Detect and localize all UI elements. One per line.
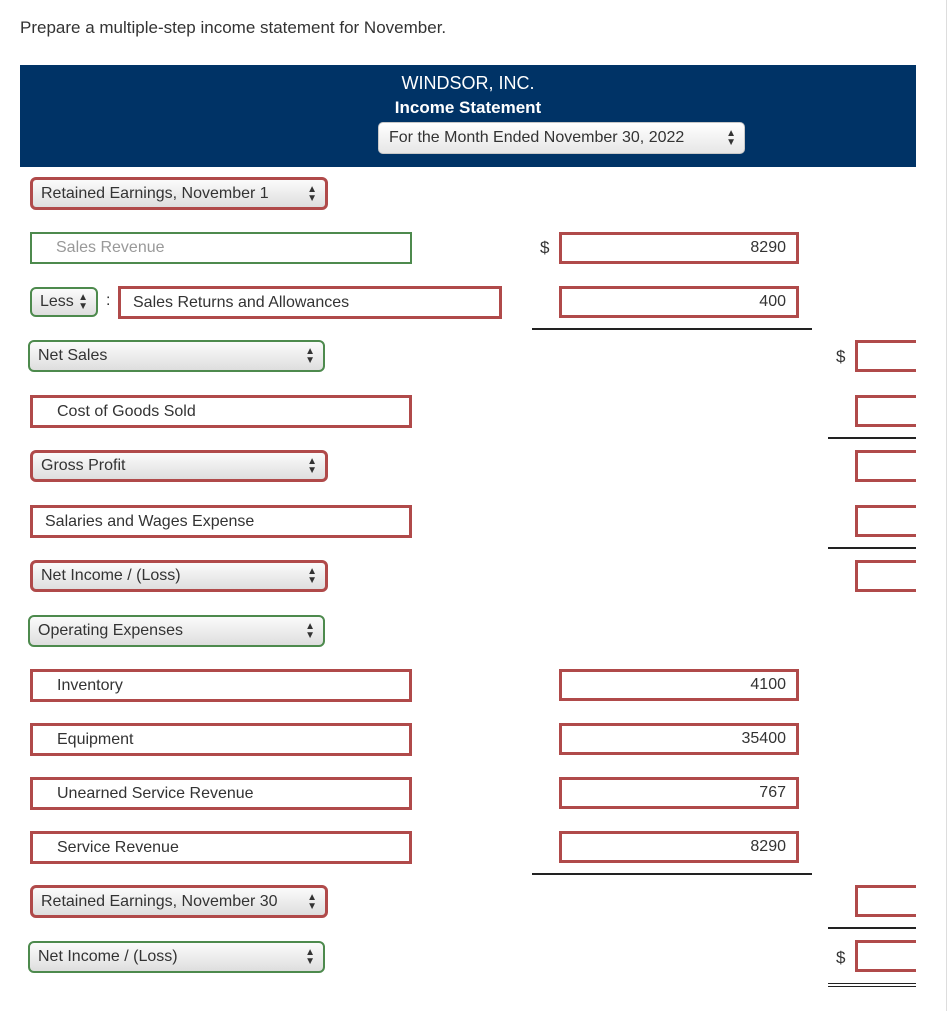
net-income-final-amount[interactable] — [855, 940, 916, 972]
inventory-amount[interactable]: 4100 — [559, 669, 799, 701]
dollar-sign: $ — [836, 347, 846, 366]
double-rule-bottom — [828, 986, 916, 987]
select-value: Net Sales — [38, 347, 108, 364]
instruction-text: Prepare a multiple-step income statement for November. — [20, 18, 447, 37]
salaries-input[interactable]: Salaries and Wages Expense — [30, 505, 412, 538]
subtotal-rule — [532, 873, 812, 875]
statement-title: Income Statement — [394, 98, 542, 117]
subtotal-rule — [532, 328, 812, 330]
select-value: Retained Earnings, November 1 — [41, 184, 269, 202]
net-sales-amount[interactable] — [855, 340, 916, 372]
select-arrows-icon: ▲ ▼ — [307, 891, 317, 912]
select-arrows-icon: ▲ ▼ — [307, 566, 317, 586]
select-value: Gross Profit — [41, 457, 126, 474]
sales-revenue-amount[interactable]: 8290 — [559, 232, 799, 264]
scrollbar-edge — [946, 0, 947, 1011]
retained-earnings-nov30-select[interactable] — [30, 885, 328, 918]
colon-separator: : — [106, 292, 111, 309]
salaries-amount[interactable] — [855, 505, 916, 537]
company-name: WINDSOR, INC. — [401, 73, 535, 93]
less-select[interactable] — [30, 287, 98, 317]
equipment-input[interactable]: Equipment — [30, 723, 412, 756]
operating-expenses-select[interactable] — [28, 615, 325, 647]
gross-profit-select[interactable] — [30, 450, 328, 482]
select-value: Operating Expenses — [38, 622, 183, 639]
net-income-select[interactable] — [30, 560, 328, 592]
select-arrows-icon: ▲ ▼ — [307, 183, 317, 204]
sales-revenue-input[interactable]: Sales Revenue — [30, 232, 412, 264]
select-arrows-icon: ▲ ▼ — [726, 128, 736, 148]
select-arrows-icon: ▲ ▼ — [305, 621, 315, 641]
retained-earnings-nov1-select[interactable] — [30, 177, 328, 210]
sales-returns-input[interactable]: Sales Returns and Allowances — [118, 286, 502, 319]
sales-returns-amount[interactable]: 400 — [559, 286, 799, 318]
select-value: Net Income / (Loss) — [41, 567, 181, 584]
inventory-input[interactable]: Inventory — [30, 669, 412, 702]
select-value: Less — [40, 293, 74, 310]
cogs-input[interactable]: Cost of Goods Sold — [30, 395, 412, 428]
subtotal-rule — [828, 547, 916, 549]
subtotal-rule — [828, 927, 916, 929]
dollar-sign: $ — [540, 238, 550, 257]
select-arrows-icon: ▲ ▼ — [305, 346, 315, 366]
net-income-amount[interactable] — [855, 560, 916, 592]
service-revenue-input[interactable]: Service Revenue — [30, 831, 412, 864]
subtotal-rule — [828, 437, 916, 439]
double-rule-top — [828, 983, 916, 984]
net-income-final-select[interactable] — [28, 941, 325, 973]
gross-profit-amount[interactable] — [855, 450, 916, 482]
select-arrows-icon: ▲ ▼ — [305, 947, 315, 967]
service-revenue-amount[interactable]: 8290 — [559, 831, 799, 863]
dollar-sign: $ — [836, 948, 846, 967]
unearned-revenue-input[interactable]: Unearned Service Revenue — [30, 777, 412, 810]
period-select-value: For the Month Ended November 30, 2022 — [389, 129, 685, 146]
select-arrows-icon: ▲ ▼ — [307, 456, 317, 476]
period-select[interactable] — [378, 122, 745, 154]
retained-nov30-amount[interactable] — [855, 885, 916, 917]
net-sales-select[interactable] — [28, 340, 325, 372]
cogs-amount[interactable] — [855, 395, 916, 427]
select-arrows-icon: ▲ ▼ — [78, 292, 88, 312]
unearned-revenue-amount[interactable]: 767 — [559, 777, 799, 809]
select-value: Retained Earnings, November 30 — [41, 892, 278, 910]
statement-header — [20, 65, 916, 167]
equipment-amount[interactable]: 35400 — [559, 723, 799, 755]
select-value: Net Income / (Loss) — [38, 948, 178, 965]
